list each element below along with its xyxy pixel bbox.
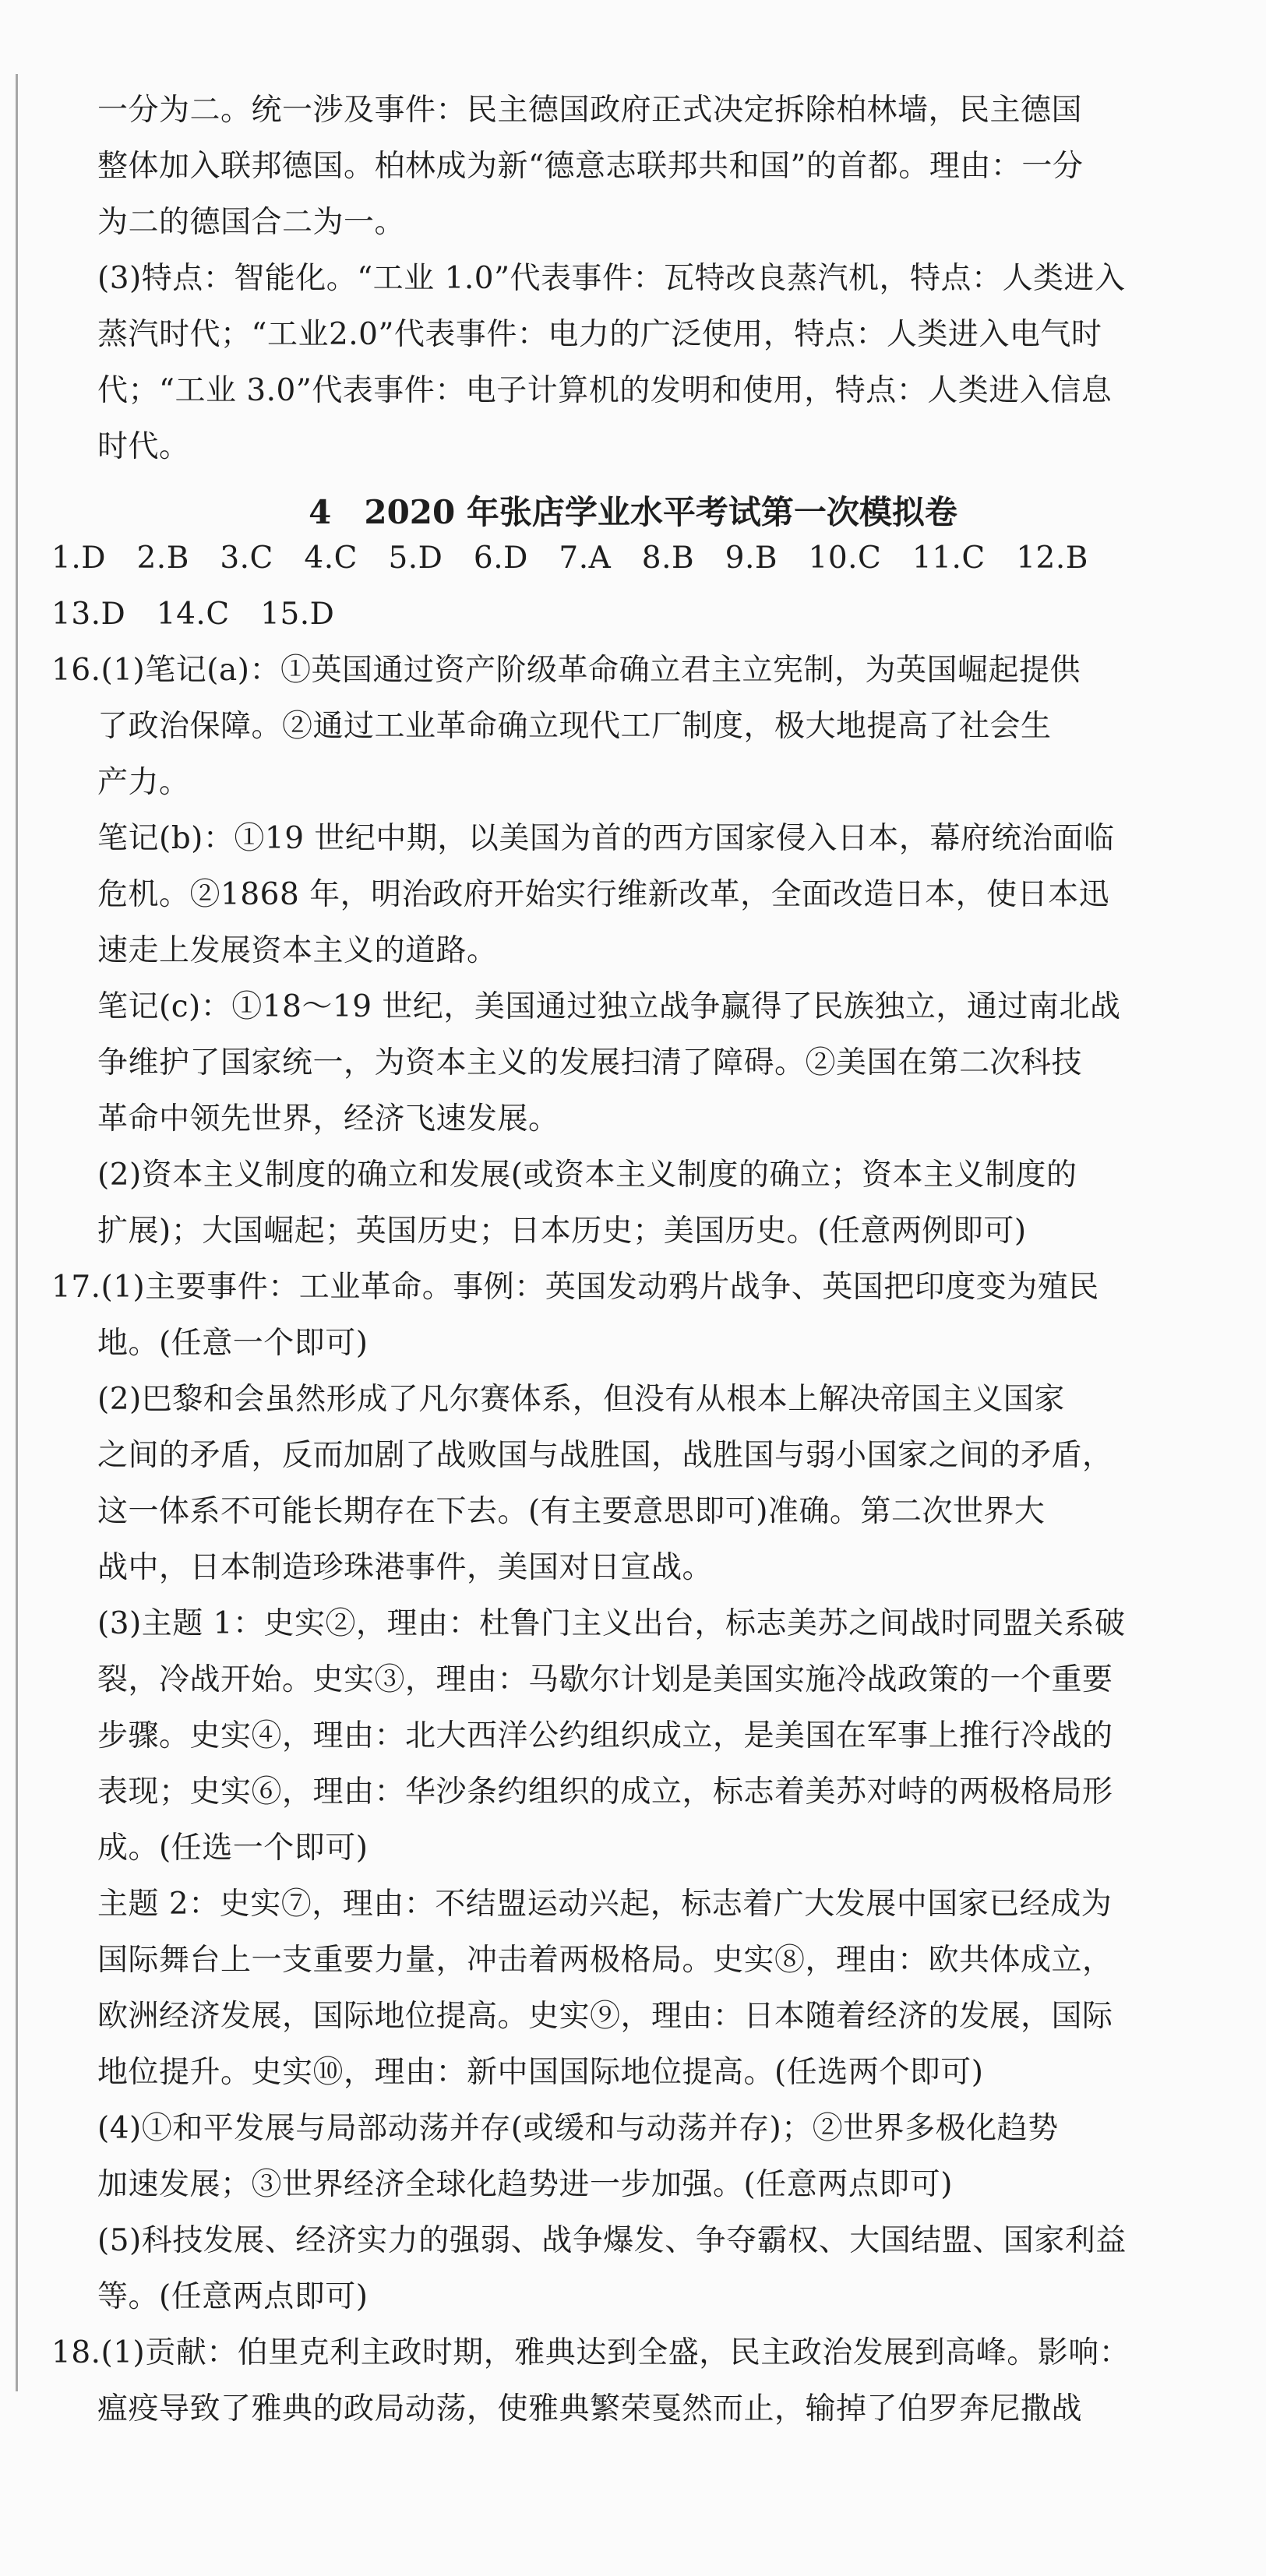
text-line: 整体加入联邦德国。柏林成为新“德意志联邦共和国”的首都。理由：一分 [97, 149, 1084, 184]
text-line: 主题 2：史实⑦，理由：不结盟运动兴起，标志着广大发展中国家已经成为 [97, 1887, 1113, 1922]
text-line: (5)科技发展、经济实力的强弱、战争爆发、争夺霸权、大国结盟、国家利益 [97, 2223, 1127, 2258]
text-line: 瘟疫导致了雅典的政局动荡，使雅典繁荣戛然而止，输掉了伯罗奔尼撒战 [97, 2391, 1083, 2426]
text-line: 欧洲经济发展，国际地位提高。史实⑨，理由：日本随着经济的发展，国际 [97, 1999, 1113, 2034]
text-line: (4)①和平发展与局部动荡并存(或缓和与动荡并存)；②世界多极化趋势 [97, 2111, 1059, 2146]
text-line: 地。(任意一个即可) [97, 1326, 369, 1361]
question-16-line: 16.(1)笔记(a)：①英国通过资产阶级革命确立君主立宪制，为英国崛起提供 [51, 653, 1081, 688]
text-line: 一分为二。统一涉及事件：民主德国政府正式决定拆除柏林墙，民主德国 [97, 93, 1083, 128]
question-17-line: 17.(1)主要事件：工业革命。事例：英国发动鸦片战争、英国把印度变为殖民 [51, 1270, 1099, 1305]
text-line: 产力。 [97, 765, 190, 800]
text-line: (3)主题 1：史实②，理由：杜鲁门主义出台，标志美苏之间战时同盟关系破 [97, 1606, 1126, 1641]
text-line: 地位提升。史实⑩，理由：新中国国际地位提高。(任选两个即可) [97, 2055, 984, 2090]
text-line: 国际舞台上一支重要力量，冲击着两极格局。史实⑧，理由：欧共体成立， [97, 1943, 1113, 1978]
text-line: 笔记(b)：①19 世纪中期，以美国为首的西方国家侵入日本，幕府统治面临 [97, 821, 1115, 856]
text-line: 成。(任选一个即可) [97, 1831, 369, 1866]
text-line: 时代。 [97, 429, 190, 464]
text-line: 扩展)；大国崛起；英国历史；日本历史；美国历史。(任意两例即可) [97, 1214, 1027, 1249]
text-line: (2)资本主义制度的确立和发展(或资本主义制度的确立；资本主义制度的 [97, 1158, 1077, 1193]
text-line: 表现；史实⑥，理由：华沙条约组织的成立，标志着美苏对峙的两极格局形 [97, 1774, 1113, 1810]
text-line: 速走上发展资本主义的道路。 [97, 933, 498, 968]
text-line: 之间的矛盾，反而加剧了战败国与战胜国，战胜国与弱小国家之间的矛盾， [97, 1438, 1113, 1473]
text-line: 争维护了国家统一，为资本主义的发展扫清了障碍。②美国在第二次科技 [97, 1045, 1083, 1080]
text-line: 战中，日本制造珍珠港事件，美国对日宣战。 [97, 1550, 714, 1585]
choice-answers-line: 1.D 2.B 3.C 4.C 5.D 6.D 7.A 8.B 9.B 10.C 11.C 12.B [51, 541, 1088, 576]
text-line: 蒸汽时代；“工业2.0”代表事件：电力的广泛使用，特点：人类进入电气时 [97, 317, 1102, 352]
text-line: 为二的德国合二为一。 [97, 205, 406, 240]
text-line: 裂，冷战开始。史实③，理由：马歇尔计划是美国实施冷战政策的一个重要 [97, 1662, 1113, 1697]
text-line: 笔记(c)：①18～19 世纪，美国通过独立战争赢得了民族独立，通过南北战 [97, 989, 1121, 1024]
text-line: 革命中领先世界，经济飞速发展。 [97, 1101, 559, 1136]
text-line: 等。(任意两点即可) [97, 2279, 369, 2314]
text-line: 加速发展；③世界经济全球化趋势进一步加强。(任意两点即可) [97, 2167, 953, 2202]
choice-answers-line: 13.D 14.C 15.D [51, 597, 335, 632]
text-line: 了政治保障。②通过工业革命确立现代工厂制度，极大地提高了社会生 [97, 709, 1052, 744]
text-line: 这一体系不可能长期存在下去。(有主要意思即可)准确。第二次世界大 [97, 1494, 1046, 1529]
text-line: 危机。②1868 年，明治政府开始实行维新改革，全面改造日本，使日本迅 [97, 877, 1110, 912]
question-18-line: 18.(1)贡献：伯里克利主政时期，雅典达到全盛，民主政治发展到高峰。影响： [51, 2335, 1130, 2370]
text-line: 步骤。史实④，理由：北大西洋公约组织成立，是美国在军事上推行冷战的 [97, 1718, 1113, 1753]
text-line: 代；“工业 3.0”代表事件：电子计算机的发明和使用，特点：人类进入信息 [97, 373, 1113, 408]
section-heading: 4 2020 年张店学业水平考试第一次模拟卷 [309, 493, 957, 531]
text-line: (2)巴黎和会虽然形成了凡尔赛体系，但没有从根本上解决帝国主义国家 [97, 1382, 1065, 1417]
text-line: (3)特点：智能化。“工业 1.0”代表事件：瓦特改良蒸汽机，特点：人类进入 [97, 261, 1126, 296]
